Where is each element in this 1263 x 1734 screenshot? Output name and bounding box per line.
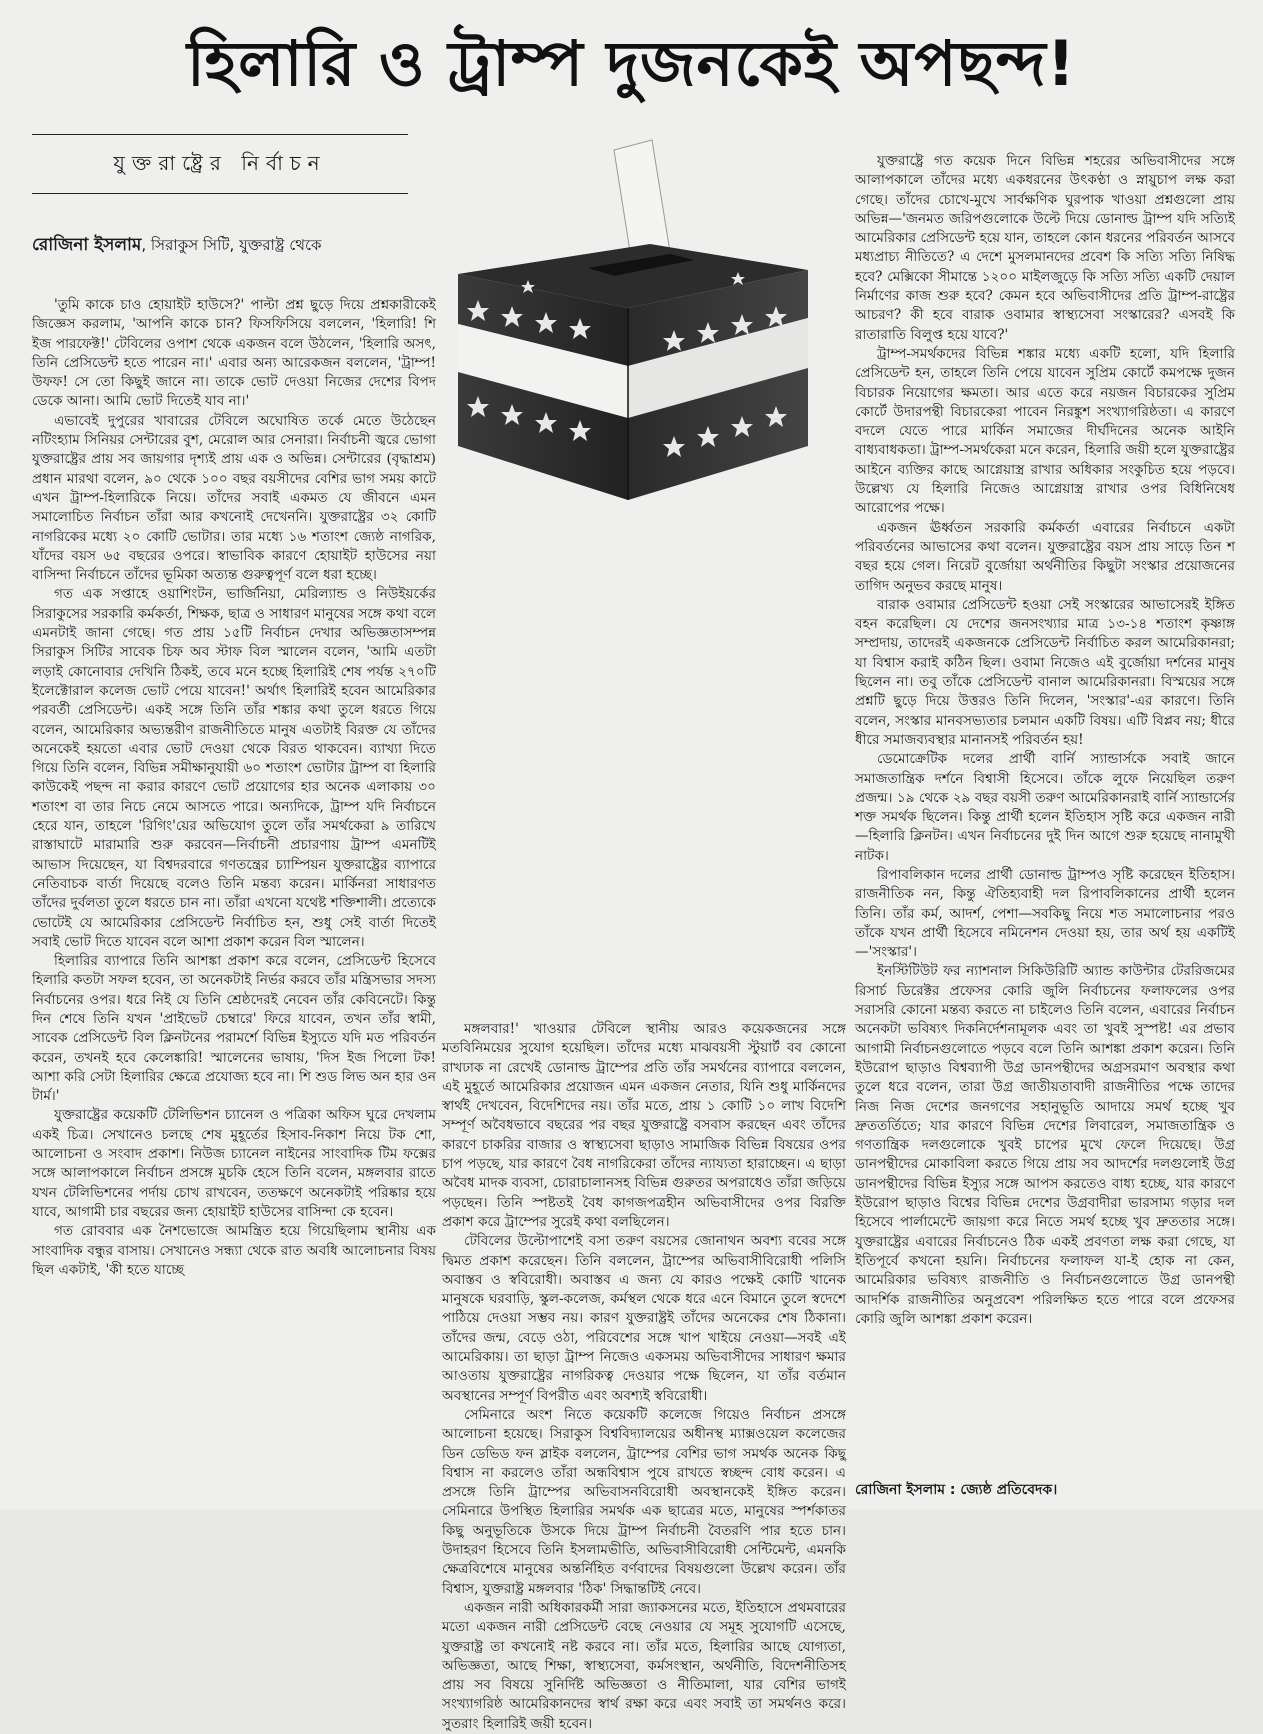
- article-paragraph: একজন নারী অধিকারকর্মী সারা জ্যাকসনের মতে, ইতিহাসে প্রথমবারের মতো একজন নারী প্রেসিডেন্ট বেছে নেওয়ার যে সমূহ সুযোগটি এসেছে, যুক্তরাষ্ট্র তা কখনোই নষ্ট করবে না। তাঁর মতে, হিলারির আছে যোগ্যতা, অভিজ্ঞতা, আছে শিক্ষা, স্বাস্থ্যসেবা, কর্মসংস্থান, অর্থনীতি, বিদেশনীতিসহ প্রায় সব বিষয়ে সুনির্দিষ্ট অভিজ্ঞতা ও নীতিমালা, যার বেশির ভাগই সংখ্যাগরিষ্ঠ আমেরিকানদের স্বার্থ রক্ষা করে এবং সবাই তা সমর্থনও করে। সুতরাং হিলারিই জয়ী হবেন।: [442, 1599, 846, 1732]
- article-paragraph: টেবিলের উল্টোপাশেই বসা তরুণ বয়সের জোনাথন অবশ্য ববের সঙ্গে দ্বিমত প্রকাশ করেছেন। তিনি বললেন, ট্রাম্পের অভিবাসীবিরোধী পলিসি অবাস্তব ও স্ববিরোধী। অবাস্তব এ জন্য যে কারও পক্ষেই কোটি খানেক মানুষকে ঘরবাড়ি, স্কুল-কলেজ, কর্মস্থল থেকে ধরে এনে বিমানে তুলে স্বদেশে পাঠিয়ে দেওয়া সম্ভব নয়। কারণ যুক্তরাষ্ট্রই তাঁদের অনেকের শেষ ঠিকানা। তাঁদের জন্ম, বেড়ে ওঠা, পরিবেশের সঙ্গে খাপ খাইয়ে নেওয়া—সবই এই আমেরিকায়। তা ছাড়া ট্রাম্প নিজেও একসময় অভিবাসীদের সাধারণ ক্ষমার আওতায় যুক্তরাষ্ট্রের নাগরিকত্ব দেওয়ার পক্ষে ছিলেন, যা তাঁর বর্তমান অবস্থানের সম্পূর্ণ বিপরীত এবং অবশ্যই স্ববিরোধী।: [442, 1233, 846, 1404]
- article-paragraph: ট্রাম্প-সমর্থকদের বিভিন্ন শঙ্কার মধ্যে একটি হলো, যদি হিলারি প্রেসিডেন্ট হন, তাহলে তিনি পেয়ে যাবেন সুপ্রিম কোর্টে কমপক্ষে দুজন বিচারক নিয়োগের ক্ষমতা। আর এতে করে নয়জন বিচারকের সুপ্রিম কোর্টে উদারপন্থী বিচারকেরা পাবেন নিরঙ্কুশ সংখ্যাগরিষ্ঠতা। এ কারণে বদলে যেতে পারে মার্কিন সমাজের দীর্ঘদিনের অনেক আইনি বাধ্যবাধকতা। ট্রাম্প-সমর্থকেরা মনে করেন, হিলারি জয়ী হলে যুক্তরাষ্ট্রের আইনে ব্যক্তির কাছে আগ্নেয়াস্ত্র রাখার অধিকার সংকুচিত হয়ে পড়বে। উল্লেখ্য যে হিলারি নিজেও আগ্নেয়াস্ত্র রাখার ওপর বিধিনিষেধ আরোপের পক্ষে।: [855, 345, 1235, 517]
- article-paragraph: যুক্তরাষ্ট্রে গত কয়েক দিনে বিভিন্ন শহরের অভিবাসীদের সঙ্গে আলাপকালে তাঁদের মধ্যে একধরনের উৎকণ্ঠা ও স্নায়ুচাপ লক্ষ করা গেছে। তাঁদের চোখে-মুখে সার্বক্ষণিক ঘুরপাক খাওয়া প্রশ্নগুলো প্রায় অভিন্ন—'জনমত জরিপগুলোকে উল্টে দিয়ে ডোনাল্ড ট্রাম্প যদি সত্যিই আমেরিকার প্রেসিডেন্ট হয়ে যান, তাহলে কোন ধরনের পরিবর্তন আসবে মধ্যপ্রাচ্য নীতিতে? এ দেশে মুসলমানদের প্রবেশ কি সত্যি সত্যি নিষিদ্ধ হবে? মেক্সিকো সীমান্তে ১২০০ মাইলজুড়ে কি সত্যি সত্যি একটি দেয়াল নির্মাণের কাজ শুরু হবে? কেমন হবে অভিবাসীদের প্রতি ট্রাম্প-রাষ্ট্রের আচরণ? কী হবে বারাক ওবামার স্বাস্থ্যসেবা সংস্কারের? এসবই কি রাতারাতি বিলুপ্ত হয়ে যাবে?': [855, 153, 1235, 343]
- byline: [32, 232, 436, 260]
- kicker: যুক্তরাষ্ট্রের নির্বাচন: [113, 151, 327, 175]
- byline-location: , সিরাকুস সিটি, যুক্তরাষ্ট্র থেকে: [141, 236, 322, 254]
- headline: হিলারি ও ট্রাম্প দুজনকেই অপছন্দ!: [186, 27, 1077, 100]
- article-paragraph: একজন ঊর্ধ্বতন সরকারি কর্মকর্তা এবারের নির্বাচনে একটা পরিবর্তনের আভাসের কথা বলেন। যুক্তরাষ্ট্রের বয়স প্রায় সাড়ে তিন শ বছর হয়ে গেল। নিরেট বুর্জোয়া অর্থনীতির কিছুটা সংস্কার প্রয়োজনের তাগিদ অনুভব করছে মানুষ।: [855, 519, 1235, 594]
- article-paragraph: এভাবেই দুপুরের খাবারের টেবিলে অঘোষিত তর্কে মেতে উঠেছেন নটিংহ্যাম সিনিয়র সেন্টারের বুশ, মেরোল আর সেনারা। নির্বাচনী জ্বরে ভোগা যুক্তরাষ্ট্রের প্রায় সব জায়গার দৃশ্যই প্রায় এক ও অভিন্ন। সেন্টারের (বৃদ্ধাশ্রম) প্রধান মারথা বলেন, ৯০ থেকে ১০০ বছর বয়সীদের বেশির ভাগ সময় কাটে এখন ট্রাম্প-হিলারিকে নিয়ে। তাঁদের সবাই একমত যে জীবনে এমন সমালোচিত নির্বাচন তাঁরা আর কখনোই দেখেননি। যুক্তরাষ্ট্রের ৩২ কোটি নাগরিকের মধ্যে ২০ কোটি ভোটার। তার মধ্যে ১৬ শতাংশ জ্যেষ্ঠ নাগরিক, যাঁদের বয়স ৬৫ বছরের ওপরে। স্বাভাবিক কারণে হোয়াইট হাউসের নয়া বাসিন্দা নির্বাচনে তাঁদের ভূমিকা অত্যন্ত গুরুত্বপূর্ণ বলে ধরা হচ্ছে।: [32, 412, 436, 584]
- article-paragraph: 'তুমি কাকে চাও হোয়াইট হাউসে?' পাল্টা প্রশ্ন ছুড়ে দিয়ে প্রশ্নকারীকেই জিজ্ঞেস করলাম, 'আপনি কাকে চান? ফিসফিসিয়ে বললেন, 'হিলারি! শি ইজ পারফেক্ট!' টেবিলের ওপাশ থেকে একজন বলে উঠলেন, 'হিলারি অসৎ, তিনি প্রেসিডেন্ট হতে পারেন না।' এবার অন্য আরেকজন বললেন, 'ট্রাম্প! উফফ! সে তো কিছুই জানে না। তাকে ভোট দেওয়া নিজের দেশের বিপদ ডেকে আনা। আমি ভোট দিতেই যাব না।': [32, 297, 436, 410]
- article-paragraph: মঙ্গলবার!' খাওয়ার টেবিলে স্থানীয় আরও কয়েকজনের সঙ্গে মতবিনিময়ের সুযোগ হয়েছিল। তাঁদের মধ্যে মাঝবয়সী স্টুয়ার্ট বব কোনো রাখঢাক না রেখেই ডোনাল্ড ট্রাম্পের প্রতি তাঁর সমর্থনের ব্যাপারে বললেন, এই মুহূর্তে আমেরিকার প্রয়োজন এমন একজন নেতার, যিনি শুধু মার্কিনদের স্বার্থই দেখবেন, বিদেশিদের নয়। তাঁর মতে, প্রায় ১ কোটি ১০ লাখ বিদেশি সম্পূর্ণ অবৈধভাবে বছরের পর বছর যুক্তরাষ্ট্রে বসবাস করছেন এবং তাঁদের কারণে চাকরির বাজার ও স্বাস্থ্যসেবা ছাড়াও সামাজিক বিভিন্ন বিষয়ের ওপর চাপ পড়ছে, যার কারণে বৈধ নাগরিকেরা তাঁদের ন্যায্যতা হারাচ্ছেন। এ ছাড়া অবৈধ মাদক ব্যবসা, চোরাচালানসহ বিভিন্ন গুরুতর অপরাধেও তাঁরা জড়িয়ে পড়ছেন। তিনি স্পষ্টতই বৈধ কাগজপত্রহীন অভিবাসীদের ওপর বিরক্তি প্রকাশ করে ট্রাম্পের সুরেই কথা বলছিলেন।: [442, 1021, 846, 1230]
- ballot-box-stars-icon: [438, 140, 848, 520]
- byline-author: রোজিনা ইসলাম: [32, 235, 142, 255]
- article-paragraph: ডেমোক্রেটিক দলের প্রার্থী বার্নি স্যান্ডার্সকে সবাই জানে সমাজতান্ত্রিক দর্শনে বিশ্বাসী হিসেবে। তাঁকে লুফে নিয়েছিল তরুণ প্রজন্ম। ১৯ থেকে ২৯ বছর বয়সী তরুণ আমেরিকানরাই বার্নি স্যান্ডার্সের শক্ত সমর্থক ছিলেন। কিন্তু প্রার্থী হলেন ইতিহাস সৃষ্টি করে একজন নারী—হিলারি ক্লিনটন। এখন নির্বাচনের দুই দিন আগে শুরু হয়েছে নানামুখী নাটক।: [855, 751, 1235, 864]
- author-signature: রোজিনা ইসলাম : জ্যেষ্ঠ প্রতিবেদক।: [855, 1482, 1058, 1498]
- article-paragraph: হিলারির ব্যাপারে তিনি আশঙ্কা প্রকাশ করে বলেন, প্রেসিডেন্ট হিসেবে হিলারি কতটা সফল হবেন, তা অনেকটাই নির্ভর করবে তাঁর মন্ত্রিসভার সদস্য নির্বাচনের ওপর। ধরে নিই যে তিনি শ্রেষ্ঠদেরই নেবেন তাঁর কেবিনেটে। কিন্তু দিন শেষে তিনি যখন 'প্রাইভেট চেম্বারে' ফিরে যাবেন, তখন তাঁর স্বামী, সাবেক প্রেসিডেন্ট বিল ক্লিনটনের পরামর্শে বিভিন্ন ইস্যুতে যদি মত পরিবর্তন করেন, তখনই হবে কেলেঙ্কারি! স্মালেনের ভাষায়, 'দিস ইজ পিলো টক! আশা করি সেটা হিলারির ক্ষেত্রে প্রযোজ্য হবে না। শি শুড লিভ অন হার ওন টার্ম।': [32, 953, 436, 1105]
- article-column-2: [442, 1020, 846, 1732]
- article-paragraph: বারাক ওবামার প্রেসিডেন্ট হওয়া সেই সংস্কারের আভাসেরই ইঙ্গিত বহন করেছিল। যে দেশের জনসংখ্যার মাত্র ১৩-১৪ শতাংশ কৃষ্ণাঙ্গ সম্প্রদায়, তাদেরই একজনকে প্রেসিডেন্ট নির্বাচিত করল আমেরিকানরা; যা বিশ্বাস করাই কঠিন ছিল। ওবামা নিজেও এই বুর্জোয়া দর্শনের মানুষ ছিলেন না। তবু তাঁকে প্রেসিডেন্ট বানাল আমেরিকানরা। বিস্ময়ের সঙ্গে প্রশ্নটি ছুড়ে দিয়ে উত্তরও তিনি দিলেন, 'সংস্কার'-এর কারণে। তিনি বলেন, সংস্কার মানবসভ্যতার চলমান একটি বিষয়। এটি বিপ্লব নয়; ধীরে ধীরে সমাজব্যবস্থার মানানসই পরিবর্তন হয়!: [855, 596, 1235, 748]
- article-column-3: [855, 152, 1235, 1504]
- article-paragraph: রিপাবলিকান দলের প্রার্থী ডোনাল্ড ট্রাম্পও সৃষ্টি করেছেন ইতিহাস। রাজনীতিক নন, কিন্তু ঐতিহ্যবাহী দল রিপাবলিকানের প্রার্থী হলেন তিনি। তাঁর কর্ম, আদর্শ, পেশা—সবকিছু নিয়ে শত সমালোচনার পরও তাঁকে যখন প্রার্থী হিসেবে নমিনেশন দেওয়া হয়, তার অর্থ হয় একটিই—'সংস্কার'।: [855, 866, 1235, 961]
- article-paragraph: গত এক সপ্তাহে ওয়াশিংটন, ভার্জিনিয়া, মেরিল্যান্ড ও নিউইয়র্কের সিরাকুসের সরকারি কর্মকর্তা, শিক্ষক, ছাত্র ও সাধারণ মানুষের সঙ্গে কথা বলে এমনটাই জানা গেছে। গত প্রায় ১৫টি নির্বাচন দেখার অভিজ্ঞতাসম্পন্ন সিরাকুস সিটির সাবেক চিফ অব স্টাফ বিল স্মালেন বলেন, 'আমি এতটা লড়াই কোনোবার দেখিনি ঠিকই, তবে মনে হচ্ছে হিলারিই শেষ পর্যন্ত ২৭০টি ইলেক্টোরাল কলেজ ভোট পেয়ে যাবেন!' অর্থাৎ হিলারিই হবেন আমেরিকার পরবর্তী প্রেসিডেন্ট। একই সঙ্গে তিনি তাঁর শঙ্কার কথা তুলে ধরতে গিয়ে বলেন, আমেরিকার অভ্যন্তরীণ রাজনীতিতে মানুষ এতটাই বিরক্ত যে তাঁদের অনেকেই হয়তো এবার ভোট দেওয়া থেকে বিরত থাকবেন। ব্যাখ্যা দিতে গিয়ে তিনি বলেন, বিভিন্ন সমীক্ষানুযায়ী ৬০ শতাংশ ভোটার ট্রাম্প বা হিলারি কাউকেই পছন্দ না করার কারণে ভোট প্রয়োগের হার অনেক এলাকায় ৩০ শতাংশ বা তার নিচে নেমে আসতে পারে। অন্যদিকে, ট্রাম্প যদি নির্বাচনে হেরে যান, তাহলে 'রিগিং'য়ের অভিযোগ তুলে তাঁর সমর্থকেরা ৯ তারিখে রাস্তাঘাটে মারামারি শুরু করবেন—নির্বাচনী প্রচারণায় ট্রাম্প এমনটিই আভাস দিয়েছেন, যা বিশ্বদরবারে গণতন্ত্রের চ্যাম্পিয়ন যুক্তরাষ্ট্রের ব্যাপারে নেতিবাচক বার্তা দিয়েছে বলেও তিনি মন্তব্য করেন। মার্কিনরা সাধারণত তাঁদের দুর্বলতা তুলে ধরতে চান না। তাঁরা এখনো যথেষ্ট শক্তিশালী। প্রত্যেকে ভোটেই যে আমেরিকার প্রেসিডেন্ট নির্বাচিত হন, শুধু সেই বার্তা দিতেই সবাই ভোট দিতে যাবেন বলে আশা প্রকাশ করেন বিল স্মালেন।: [32, 586, 436, 950]
- article-paragraph: সেমিনারে অংশ নিতে কয়েকটি কলেজে গিয়েও নির্বাচন প্রসঙ্গে আলোচনা হয়েছে। সিরাকুস বিশ্ববিদ্যালয়ের অধীনস্থ ম্যাক্সওয়েল কলেজের ডিন ডেভিড ফন স্লাইক বললেন, ট্রাম্পের বেশির ভাগ সমর্থক অনেক কিছু বিশ্বাস না করলেও তাঁরা অন্ধবিশ্বাস পুষে রাখতে স্বচ্ছন্দ বোধ করেন। এ প্রসঙ্গে তিনি ট্রাম্পের অভিবাসনবিরোধী অবস্থানকেই ইঙ্গিত করেন। সেমিনারে উপস্থিত হিলারির সমর্থক এক ছাত্রের মতে, মানুষের স্পর্শকাতর কিছু অনুভূতিকে উসকে দিয়ে ট্রাম্প নির্বাচনী বৈতরণি পার হতে চান। উদাহরণ হিসেবে তিনি ইসলামভীতি, অভিবাসীবিরোধী সেন্টিমেন্ট, এমনকি ক্ষেত্রবিশেষে মানুষের অন্তর্নিহিত বর্ণবাদের বিষয়গুলো উল্লেখ করেন। তাঁর বিশ্বাস, যুক্তরাষ্ট্র মঙ্গলবার 'ঠিক' সিদ্ধান্তটিই নেবে।: [442, 1406, 846, 1597]
- article-paragraph: গত রোববার এক নৈশভোজে আমন্ত্রিত হয়ে গিয়েছিলাম স্থানীয় এক সাংবাদিক বন্ধুর বাসায়। সেখানেও সন্ধ্যা থেকে রাত অবধি আলোচনার বিষয় ছিল একটাই, 'কী হতে যাচ্ছে: [32, 1223, 436, 1278]
- kicker-box: [32, 134, 408, 194]
- article-column-1: [32, 296, 436, 1504]
- article-paragraph: ইনস্টিটিউট ফর ন্যাশনাল সিকিউরিটি অ্যান্ড কাউন্টার টেররিজমের রিসার্চ ডিরেক্টর প্রফেসর কোরি জুলি নির্বাচনের ফলাফলের ওপর সরাসরি কোনো মন্তব্য করতে না চাইলেও তিনি বলেন, এবারের নির্বাচন অনেকটা ভবিষ্যৎ দিকনির্দেশনামূলক এবং তা খুবই সুস্পষ্ট! এর প্রভাব আগামী নির্বাচনগুলোতে পড়বে বলে তিনি আশঙ্কা প্রকাশ করেন। তিনি ইউরোপ ছাড়াও বিশ্বব্যাপী উগ্র ডানপন্থীদের অগ্রসরমাণ অবস্থার কথা তুলে ধরে বলেন, তারা উগ্র জাতীয়তাবাদী রাজনীতির পক্ষে তাদের নিজ নিজ দেশের জনগণের সহানুভূতি আদায়ে সমর্থ হচ্ছে খুব দ্রুততর্তিতে; যার কারণে বিভিন্ন দেশের লিবারেল, সমাজতান্ত্রিক ও গণতান্ত্রিক দলগুলোকে খুবই চাপের মুখে ফেলে দিয়েছে। উগ্র ডানপন্থীদের মোকাবিলা করতে গিয়ে প্রায় সব আদর্শের দলগুলোই উগ্র ডানপন্থীদের বিভিন্ন ইস্যুর সঙ্গে আপস করতেও বাধ্য হচ্ছে, যার কারণে ইউরোপ ছাড়াও বিশ্বের বিভিন্ন দেশের উগ্রবাদীরা ভারসাম্য গড়ার দল হিসেবে পার্লামেন্টে জায়গা করে নিতে সমর্থ হচ্ছে খুব দ্রুততার সঙ্গে। যুক্তরাষ্ট্রের এবারের নির্বাচনেও ঠিক একই প্রবণতা লক্ষ করা গেছে, যা ইতিপূর্বে কখনো হয়নি। নির্বাচনের ফলাফল যা-ই হোক না কেন, আমেরিকার ভবিষ্যৎ রাজনীতি ও নির্বাচনগুলোতে উগ্র ডানপন্থী আদর্শিক রাজনীতির অনুপ্রবেশ পরিলক্ষিত হতে পারে বলে প্রফেসর কোরি জুলি আশঙ্কা প্রকাশ করেন।: [855, 963, 1235, 1327]
- article-paragraph: যুক্তরাষ্ট্রের কয়েকটি টেলিভিশন চ্যানেল ও পত্রিকা অফিস ঘুরে দেখলাম একই চিত্র। সেখানেও চলছে শেষ মুহূর্তের হিসাব-নিকাশ নিয়ে টক শো, আলোচনা ও সংবাদ প্রকাশ। নিউজ চ্যানেল নাইনের সাংবাদিক টিম ফক্সের সঙ্গে আলাপকালে নির্বাচন প্রসঙ্গে মুচকি হেসে তিনি বলেন, মঙ্গলবার রাতে যখন টেলিভিশনের পর্দায় চোখ রাখবেন, ততক্ষণে অনেকটাই পরিষ্কার হয়ে যাবে, আগামী চার বছরের জন্য হোয়াইট হাউসের বাসিন্দা কে হবেন।: [32, 1107, 436, 1220]
